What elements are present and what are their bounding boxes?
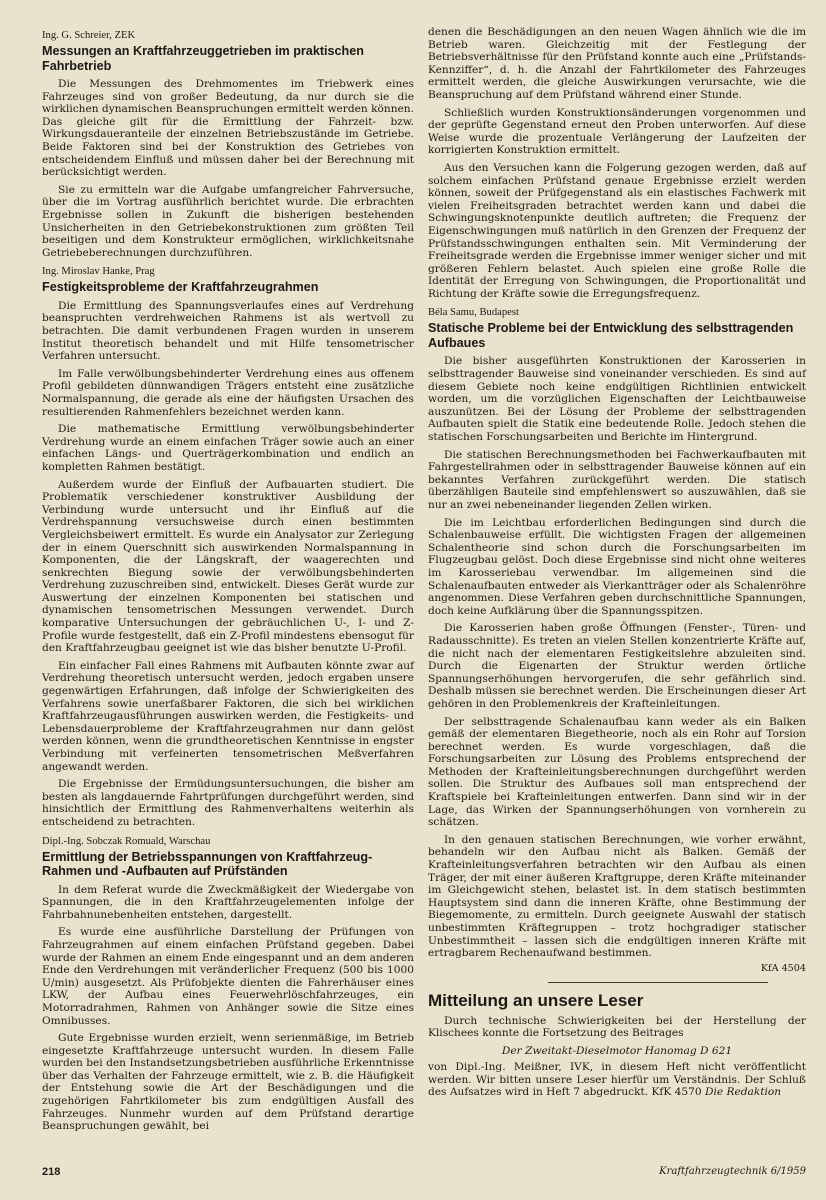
article-paragraph: In dem Referat wurde die Zweckmäßigkeit der Wiedergabe von Spannungen, die in den Kraftfahrzeugelementen infolge der Fahrbahnunebenheiten entstehen, dargestellt. [42, 883, 414, 921]
article-paragraph: Der selbsttragende Schalenaufbau kann weder als ein Balken gemäß der elementaren Biegetheorie, noch als ein Rohr auf Torsion berechnet werden. Es wurde vorgeschlagen, daß die Forschungsarbeiten zur Lösung des Problems entsprechend der Methoden der Krafteinleitungsberechnungen durchgeführt werden sollen. Die Struktur des Aufbaues soll man entsprechend der Kraftspiele bei Krafteinleitungen entwerfen. Dann sind wir in der Lage, das Wirken der Spannungserhöhungen von vornherein zu schätzen. [428, 715, 806, 829]
article-author: Ing. G. Schreier, ZEK [42, 30, 136, 41]
article-paragraph: Im Falle verwölbungsbehinderter Verdrehung eines aus offenem Profil gebildeten dünnwandigen Trägers entsteht eine zusätzliche Normalspannung, die gerade als eine der häufigsten Ursachen des resultierenden Rahmenfehlers bezeichnet werden kann. [42, 367, 414, 418]
article-paragraph: Gute Ergebnisse wurden erzielt, wenn serienmäßige, im Betrieb eingesetzte Kraftfahrzeuge untersucht wurden. In diesem Falle wurden bei den Instandsetzungsbetrieben ausführliche Erkenntnisse über das Verhalten der Fahrzeuge ermittelt, wie z. B. die Häufigkeit der Entstehung sowie die Art der Beschädigungen und die zugehörigen Fahrtkilometer bis zum endgültigen Ausfall des Fahrzeuges. Nunmehr wurden auf dem Prüfstand derartige Beanspruchungen gewählt, bei [42, 1032, 414, 1133]
article-paragraph: Außerdem wurde der Einfluß der Aufbauarten studiert. Die Problematik verschiedener konstruktiver Ausbildung der Verbindung wurde untersucht und ihr Einfluß auf die Verdrehspannung versuchsweise durch einen bestimmten Vergleichsbeiwert ermittelt. Es wurde ein Analysator zur Zerlegung der in einem Querschnitt sich auswirkenden Normalspannung in Komponenten, die der Längskraft, der waagerechten und senkrechten Biegung sowie der verwölbungsbehinderten Verdrehung zuzuschreiben sind, entwickelt. Dieses Gerät wurde zur Auswertung der einzelnen Komponenten bei statischen und dynamischen tensometrischen Messungen verwendet. Durch komparative Untersuchungen der gebräuchlichen U-, I- und Z-Profile wurde festgestellt, daß ein Z-Profil mindestens ebensogut für den Kraftfahrzeugbau geeignet ist wie das bisher benutzte U-Profil. [42, 478, 414, 655]
notice-paragraph: Durch technische Schwierigkeiten bei der Herstellung der Klischees konnte die Fortsetzung des Beitrages [428, 1014, 806, 1040]
article-paragraph: Es wurde eine ausführliche Darstellung der Prüfungen von Fahrzeugrahmen auf einem einfachen Prüfstand gegeben. Dabei wurde der Rahmen an einem Ende eingespannt und an dem anderen Ende den Verdrehungen mit veränderlicher Frequenz (500 bis 1000 U/min) ausgesetzt. Als Prüfobjekte dienten die Fahrerhäuser eines LKW, der Aufbau eines Feuerwehrlöschfahrzeuges, ein Motorradrahmen, Rahmen von Anhänger sowie die Sitze eines Omnibusses. [42, 926, 414, 1027]
notice-signoff: Die Redaktion [704, 1086, 782, 1099]
page-number: 218 [42, 1166, 61, 1178]
article-schreier [42, 29, 414, 259]
left-column [42, 26, 414, 1139]
article-paragraph: Aus den Versuchen kann die Folgerung gezogen werden, daß auf solchem einfachen Prüfstand genaue Ergebnisse erzielt werden können, soweit der Prüfgegenstand als ein elastisches Fachwerk mit vielen Freiheitsgraden betrachtet werden kann und dabei die Schwingungsknotenpunkte deutlich auftreten; die Frequenz der Eigenschwingungen muß natürlich in den Grenzen der Frequenz der Prüfstandsschwingungen enthalten sein. Mit Verminderung der Freiheitsgrade werden die Ergebnisse immer weniger sicher und mit größeren Fehlern belastet. Auch spielen eine große Rolle die Identität der Erregung von Schwingungen, die Proportionalität und Richtung der Kräfte sowie die Erregungsfrequenz. [428, 161, 806, 300]
article-title: Statische Probleme bei der Entwicklung des selbsttragenden Aufbaues [428, 321, 794, 350]
notice-text: von Dipl.-Ing. Meißner, IVK, in diesem Heft nicht veröffentlicht werden. Wir bitten unsere Leser hierfür um Verständnis. Der Schluß des Aufsatzes wird in Heft 7 abgedruckt. [428, 1060, 806, 1099]
article-paragraph: Die Karosserien haben große Öffnungen (Fenster-, Türen- und Radausschnitte). Es treten an vielen Stellen konzentrierte Kräfte auf, die nicht nach der elementaren Festigkeitslehre abzuleiten sind. Durch die Eigenarten der Struktur werden örtliche Spannungserhöhungen hervorgerufen, die sehr gefährlich sind. Deshalb müssen sie berechnet werden. Die Erscheinungen dieser Art gehören in den Problemenkreis der Krafteinleitungen. [428, 622, 806, 710]
article-sobczak-continued [428, 26, 806, 300]
article-samu [428, 306, 806, 973]
article-hanke [42, 265, 414, 828]
notice-article-title: Der Zweitakt-Dieselmotor Hanomag D 621 [501, 1044, 733, 1057]
article-paragraph: Die mathematische Ermittlung verwölbungsbehinderter Verdrehung wurde an einem einfachen Träger sowie auch an einer einfachen Längs- und Querträgerkombination und endlich an kompletten Rahmen bestätigt. [42, 423, 414, 473]
article-sobczak [42, 835, 414, 1133]
article-paragraph: Ein einfacher Fall eines Rahmens mit Aufbauten könnte zwar auf Verdrehung theoretisch untersucht werden, jedoch ergaben unsere gegenwärtigen Erfahrungen, daß infolge der Schwierigkeiten des Verfahrens sowie unerfaßbarer Faktoren, die sich bei wirklichen Kraftfahrzeugausführungen auswirken werden, die Festigkeits- und Lebensdauerprobleme der Kraftfahrzeugrahmen nur dann gelöst werden können, wenn die grundtheoretischen Kenntnisse in engster Verbindung mit verfeinerten tensometrischen Meßverfahren angewandt werden. [42, 659, 414, 773]
reader-notice [428, 991, 806, 1099]
article-title: Festigkeitsprobleme der Kraftfahrzeugrahmen [42, 280, 319, 295]
right-column [428, 26, 806, 1105]
article-paragraph: denen die Beschädigungen an den neuen Wagen ähnlich wie die im Betrieb waren. Gleichzeitig mit der Festlegung der Betriebsverhältnisse für den Prüfstand konnte auch eine „Prüfstands-Kennziffer“, d. h. die Anzahl der Fahrtkilometer des Fahrzeuges ermittelt werden, die gleiche Auswirkungen verursachte, wie die Beanspruchung auf dem Prüfstand während einer Stunde. [428, 26, 806, 101]
article-code: KfA 4504 [760, 962, 806, 974]
notice-code: KfK 4570 [651, 1086, 702, 1099]
article-paragraph: Schließlich wurden Konstruktionsänderungen vorgenommen und der geprüfte Gegenstand erneut den Proben unterworfen. Auf diese Weise wurde die prozentuale Verlängerung der Laufzeiten der korrigierten Konstruktion ermittelt. [428, 106, 806, 157]
article-paragraph: Die statischen Berechnungsmethoden bei Fachwerkaufbauten mit Fahrgestellrahmen oder in selbsttragender Bauweise können auf ein bekanntes Verfahren zurückgeführt werden. Die statisch überzähligen Bauteile sind empfehlenswert so auszuwählen, daß sie nur an zwei nebeneinander liegenden Zellen wirken. [428, 448, 806, 511]
article-paragraph: Die bisher ausgeführten Konstruktionen der Karosserien in selbsttragender Bauweise sind voneinander verschieden. Es sind auf diesem Gebiete noch keine endgültigen Richtlinien entwickelt worden, um die vorzüglichen Eigenschaften der Leichtbauweise auszunützen. Bei der Lösung der Probleme der selbsttragenden Aufbauten spielt die Statik eine bedeutende Rolle. Jedoch stehen die statischen Forschungsarbeiten und Berichte im Hintergrund. [428, 355, 806, 444]
article-paragraph: Die Ermittlung des Spannungsverlaufes eines auf Verdrehung beanspruchten verdrehweichen Rahmens ist als wertvoll zu betrachten. Die damit verbundenen Fragen wurden in unserem Institut theoretisch behandelt und mit Hilfe tensometrischer Verfahren untersucht. [42, 299, 414, 363]
article-paragraph: Sie zu ermitteln war die Aufgabe umfangreicher Fahrversuche, über die im Vortrag ausführlich berichtet wurde. Die erbrachten Ergebnisse sollen in Zukunft die bisherigen bestehenden Unsicherheiten in den Getriebekonstruktionen zum größten Teil beseitigen und dem Konstrukteur ermöglichen, wirklichkeitsnahe Getriebeberechnungen durchzuführen. [42, 183, 414, 259]
divider-rule [548, 982, 768, 983]
article-author: Béla Samu, Budapest [428, 307, 519, 319]
article-paragraph: Die Messungen des Drehmomentes im Triebwerk eines Fahrzeuges sind von großer Bedeutung, da nur durch sie die wirklichen dynamischen Beanspruchungen ermittelt werden können. Das gleiche gilt für die Ermittlung der Fahrzeit- bzw. Wirkungsdaueranteile der einzelnen Betriebszustände im Getriebe. Beide Faktoren sind bei der Konstruktion des Getriebes von entscheidendem Einfluß und müssen daher bei der Berechnung mit berücksichtigt werden. [42, 78, 414, 179]
article-title: Ermittlung der Betriebsspannungen von Kraftfahrzeug-Rahmen und -Aufbauten auf Prüfständen [42, 849, 373, 879]
notice-title: Mitteilung an unsere Leser [428, 990, 644, 1010]
notice-paragraph [428, 1061, 806, 1099]
article-title: Messungen an Kraftfahrzeuggetrieben im praktischen Fahrbetrieb [42, 44, 364, 73]
article-paragraph: Die Ergebnisse der Ermüdungsuntersuchungen, die bisher am besten als langdauernde Fahrtprüfungen durchgeführt werden, sind hinsichtlich der Ermittlung des Rahmenverhaltens weiterhin als entscheidend zu betrachten. [42, 778, 414, 828]
journal-name: Kraftfahrzeugtechnik 6/1959 [659, 1166, 806, 1177]
article-author: Dipl.-Ing. Sobczak Romuald, Warschau [42, 835, 211, 847]
article-author: Ing. Miroslav Hanke, Prag [42, 266, 155, 278]
article-paragraph: Die im Leichtbau erforderlichen Bedingungen sind durch die Schalenbauweise erfüllt. Die wichtigsten Fragen der allgemeinen Schalentheorie sind schon durch die Forschungsarbeiten im Flugzeugbau gelöst. Doch diese Ergebnisse sind nicht ohne weiteres im Karosseriebau verwendbar. Im allgemeinen sind die Schalenaufbauten entweder als Vierkantträger oder als Schalenröhre angenommen. Diese Verfahren geben durchschnittliche Spannungen, doch keine Aufklärung über die Spannungsspitzen. [428, 516, 806, 617]
article-paragraph: In den genauen statischen Berechnungen, wie vorher erwähnt, behandeln wir den Aufbau nicht als Balken. Gemäß der Krafteinleitungsverfahren betrachten wir den Aufbau als einen Träger, der mit einer äußeren Kraftgruppe, deren Kräfte miteinander im Gleichgewicht stehen, belastet ist. In dem statisch bestimmten Hauptsystem sind dann die inneren Kräfte, ohne Bestimmung der Biegemomente, zu ermitteln. Durch geeignete Auswahl der statisch unbestimmten Kräftegruppen – trotz hochgradiger statischer Unbestimmtheit – lassen sich die endgültigen inneren Kräfte mit ertragbarem Rechenaufwand bestimmen. [428, 833, 806, 960]
